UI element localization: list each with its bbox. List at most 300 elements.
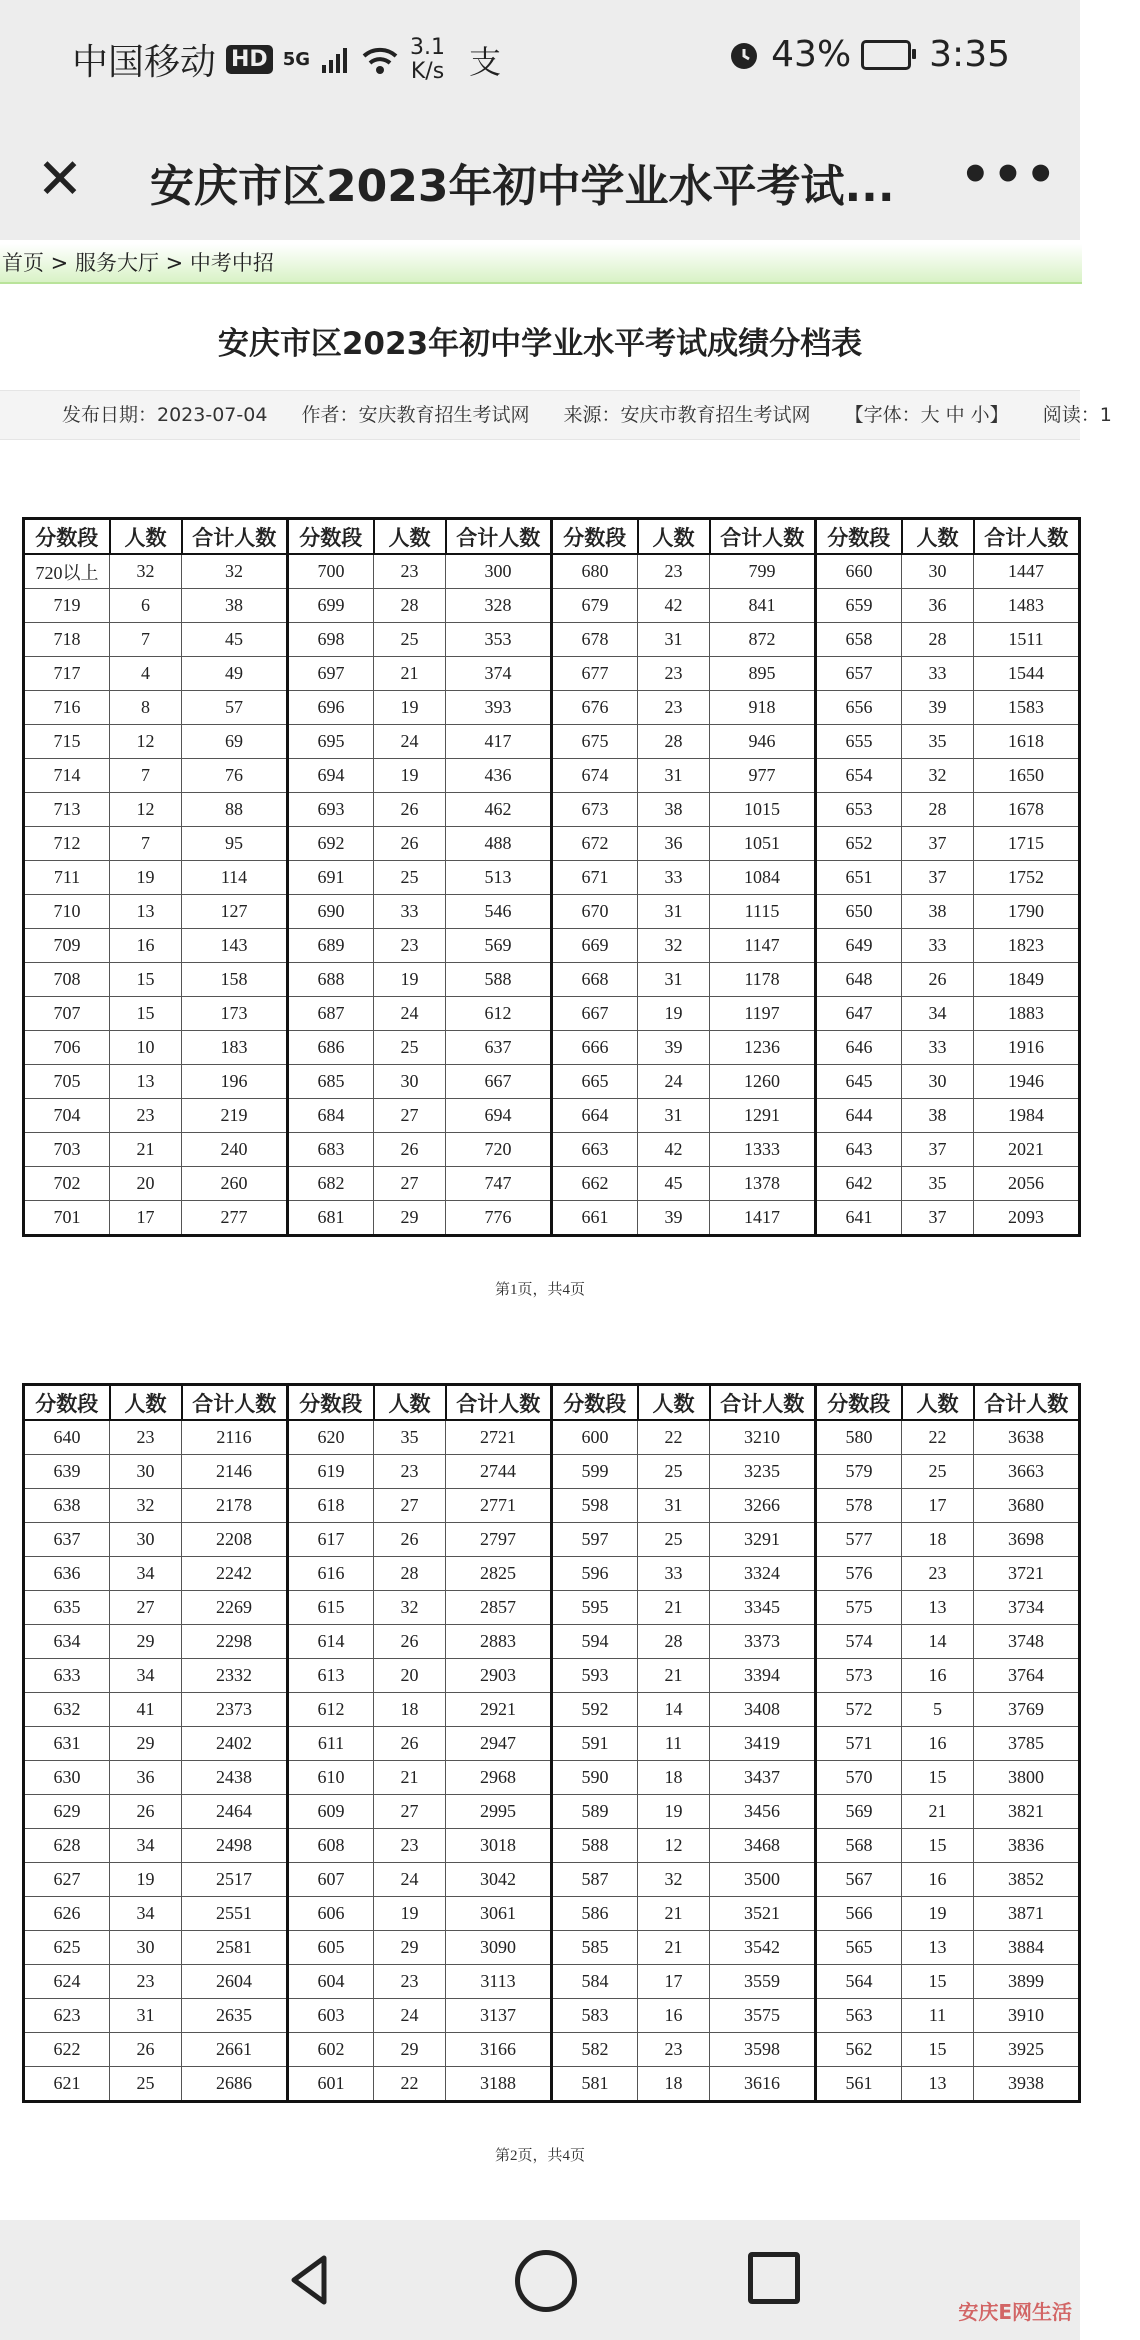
table-cell: 645: [816, 1065, 902, 1099]
triangle-back-icon[interactable]: [280, 2250, 340, 2310]
table-row: [24, 1099, 1080, 1133]
table-cell: 2581: [182, 1931, 288, 1965]
net-speed: [410, 36, 445, 84]
table-cell: 57: [182, 691, 288, 725]
table-cell: 3210: [710, 1420, 816, 1455]
table-cell: 604: [288, 1965, 374, 1999]
table-cell: 25: [374, 861, 446, 895]
table-cell: 39: [638, 1201, 710, 1236]
table-cell: 417: [446, 725, 552, 759]
table-cell: 18: [638, 2067, 710, 2102]
table-cell: 32: [902, 759, 974, 793]
table-cell: 601: [288, 2067, 374, 2102]
table-cell: 2332: [182, 1659, 288, 1693]
table-cell: 37: [902, 1133, 974, 1167]
table-cell: 2825: [446, 1557, 552, 1591]
table-cell: 3500: [710, 1863, 816, 1897]
table-cell: 3852: [974, 1863, 1080, 1897]
column-header: 人数: [374, 519, 446, 555]
table-cell: 695: [288, 725, 374, 759]
table-cell: 720: [446, 1133, 552, 1167]
circle-home-icon[interactable]: [515, 2250, 577, 2312]
table-cell: 582: [552, 2033, 638, 2067]
table-cell: 3575: [710, 1999, 816, 2033]
table-cell: 651: [816, 861, 902, 895]
table-row: [24, 1829, 1080, 1863]
table-cell: 31: [110, 1999, 182, 2033]
table-cell: 2021: [974, 1133, 1080, 1167]
table-cell: 32: [638, 929, 710, 963]
table-cell: 33: [638, 1557, 710, 1591]
table-cell: 715: [24, 725, 110, 759]
table-cell: 26: [374, 1727, 446, 1761]
page-title: 安庆市区2023年初中学业水平考试...: [150, 161, 895, 212]
table-cell: 24: [374, 997, 446, 1031]
table-cell: 3884: [974, 1931, 1080, 1965]
table-cell: 642: [816, 1167, 902, 1201]
table-cell: 15: [902, 2033, 974, 2067]
table-row: [24, 827, 1080, 861]
table-cell: 2438: [182, 1761, 288, 1795]
table-cell: 2721: [446, 1420, 552, 1455]
table-cell: 76: [182, 759, 288, 793]
column-header: 分数段: [288, 1385, 374, 1421]
column-header: 合计人数: [446, 519, 552, 555]
table-cell: 1752: [974, 861, 1080, 895]
table-cell: 598: [552, 1489, 638, 1523]
table-cell: 599: [552, 1455, 638, 1489]
table-cell: 713: [24, 793, 110, 827]
table-cell: 1883: [974, 997, 1080, 1031]
table-cell: 665: [552, 1065, 638, 1099]
table-cell: 3748: [974, 1625, 1080, 1659]
table-row: [24, 895, 1080, 929]
table-cell: 696: [288, 691, 374, 725]
table-header-row: [24, 519, 1080, 555]
table-cell: 3113: [446, 1965, 552, 1999]
table-cell: 612: [288, 1693, 374, 1727]
table-cell: 3042: [446, 1863, 552, 1897]
clock: 3:35: [929, 34, 1010, 75]
table-cell: 2771: [446, 1489, 552, 1523]
table-cell: 646: [816, 1031, 902, 1065]
column-header: 分数段: [816, 519, 902, 555]
table-cell: 583: [552, 1999, 638, 2033]
table-cell: 689: [288, 929, 374, 963]
table-cell: 33: [902, 1031, 974, 1065]
status-left: [72, 34, 501, 85]
table-row: [24, 1489, 1080, 1523]
table-cell: 602: [288, 2033, 374, 2067]
table-cell: 610: [288, 1761, 374, 1795]
table-cell: 34: [110, 1897, 182, 1931]
table-cell: 622: [24, 2033, 110, 2067]
table-cell: 591: [552, 1727, 638, 1761]
table-cell: 611: [288, 1727, 374, 1761]
table-cell: 30: [110, 1523, 182, 1557]
table-cell: 3235: [710, 1455, 816, 1489]
table-cell: 95: [182, 827, 288, 861]
table-cell: 682: [288, 1167, 374, 1201]
table-cell: 679: [552, 589, 638, 623]
table-cell: 26: [374, 1625, 446, 1659]
table-cell: 3910: [974, 1999, 1080, 2033]
table-cell: 708: [24, 963, 110, 997]
table-cell: 31: [638, 759, 710, 793]
table-cell: 21: [638, 1931, 710, 1965]
more-icon[interactable]: •••: [960, 147, 1059, 203]
table-cell: 30: [110, 1931, 182, 1965]
table-cell: 353: [446, 623, 552, 657]
table-cell: 5: [902, 1693, 974, 1727]
table-cell: 45: [638, 1167, 710, 1201]
table-cell: 38: [902, 895, 974, 929]
table-cell: 42: [638, 1133, 710, 1167]
table-cell: 3542: [710, 1931, 816, 1965]
table-cell: 2797: [446, 1523, 552, 1557]
table-cell: 22: [638, 1420, 710, 1455]
table-cell: 3871: [974, 1897, 1080, 1931]
table-row: [24, 1659, 1080, 1693]
table-cell: 590: [552, 1761, 638, 1795]
table-cell: 571: [816, 1727, 902, 1761]
table-cell: 2661: [182, 2033, 288, 2067]
table-cell: 650: [816, 895, 902, 929]
table-cell: 2464: [182, 1795, 288, 1829]
table-cell: 565: [816, 1931, 902, 1965]
column-header: 分数段: [552, 1385, 638, 1421]
table-cell: 25: [110, 2067, 182, 2102]
table-cell: 15: [110, 997, 182, 1031]
table-cell: 1916: [974, 1031, 1080, 1065]
table-cell: 29: [110, 1727, 182, 1761]
table-cell: 21: [638, 1659, 710, 1693]
table-cell: 3090: [446, 1931, 552, 1965]
table-cell: 173: [182, 997, 288, 1031]
table-cell: 1015: [710, 793, 816, 827]
table-cell: 664: [552, 1099, 638, 1133]
table-row: [24, 1897, 1080, 1931]
table-cell: 29: [110, 1625, 182, 1659]
table-cell: 277: [182, 1201, 288, 1236]
table-cell: 577: [816, 1523, 902, 1557]
column-header: 合计人数: [974, 1385, 1080, 1421]
table-cell: 28: [902, 623, 974, 657]
table-cell: 1483: [974, 589, 1080, 623]
table-cell: 2947: [446, 1727, 552, 1761]
table-cell: 2968: [446, 1761, 552, 1795]
table-cell: 613: [288, 1659, 374, 1693]
table-cell: 609: [288, 1795, 374, 1829]
table-cell: 621: [24, 2067, 110, 2102]
table-row: [24, 1065, 1080, 1099]
table-cell: 647: [816, 997, 902, 1031]
table-cell: 2883: [446, 1625, 552, 1659]
table-cell: 608: [288, 1829, 374, 1863]
table-cell: 28: [374, 1557, 446, 1591]
table-cell: 656: [816, 691, 902, 725]
table-cell: 3018: [446, 1829, 552, 1863]
table-cell: 3468: [710, 1829, 816, 1863]
column-header: 人数: [638, 519, 710, 555]
table-cell: 612: [446, 997, 552, 1031]
table-row: [24, 1999, 1080, 2033]
source: 来源：安庆市教育招生考试网: [563, 404, 811, 426]
read-count: 阅读：1: [1042, 404, 1112, 426]
table-cell: 31: [638, 1099, 710, 1133]
table-cell: 703: [24, 1133, 110, 1167]
table-cell: 627: [24, 1863, 110, 1897]
table-cell: 23: [638, 691, 710, 725]
table-cell: 18: [902, 1523, 974, 1557]
table-cell: 300: [446, 554, 552, 589]
table-cell: 26: [374, 793, 446, 827]
table-cell: 588: [446, 963, 552, 997]
table-cell: 8: [110, 691, 182, 725]
table-cell: 570: [816, 1761, 902, 1795]
table-cell: 895: [710, 657, 816, 691]
table-cell: 3437: [710, 1761, 816, 1795]
article-title: 安庆市区2023年初中学业水平考试成绩分档表: [217, 326, 863, 362]
table-cell: 32: [374, 1591, 446, 1625]
table-cell: 3764: [974, 1659, 1080, 1693]
table-cell: 19: [374, 963, 446, 997]
table-cell: 31: [638, 963, 710, 997]
table-cell: 600: [552, 1420, 638, 1455]
table-cell: 1790: [974, 895, 1080, 929]
table-row: [24, 963, 1080, 997]
table-cell: 667: [552, 997, 638, 1031]
table-row: [24, 1727, 1080, 1761]
table-cell: 2116: [182, 1420, 288, 1455]
watermark-logo: 安庆E网生活: [958, 2300, 1072, 2324]
table-row: [24, 1863, 1080, 1897]
table-cell: 716: [24, 691, 110, 725]
table-row: [24, 1693, 1080, 1727]
table-cell: 7: [110, 759, 182, 793]
table-cell: 33: [374, 895, 446, 929]
table-cell: 655: [816, 725, 902, 759]
table-cell: 667: [446, 1065, 552, 1099]
breadcrumb[interactable]: 首页 > 服务大厅 > 中考中招: [0, 244, 1082, 284]
table-cell: 2903: [446, 1659, 552, 1693]
table-row: [24, 929, 1080, 963]
table-cell: 2298: [182, 1625, 288, 1659]
table-cell: 196: [182, 1065, 288, 1099]
table-cell: 641: [816, 1201, 902, 1236]
table-cell: 2635: [182, 1999, 288, 2033]
table-cell: 32: [182, 554, 288, 589]
table-cell: 3324: [710, 1557, 816, 1591]
table-cell: 706: [24, 1031, 110, 1065]
table-cell: 17: [110, 1201, 182, 1236]
table-cell: 23: [638, 554, 710, 589]
table-cell: 34: [110, 1659, 182, 1693]
table-cell: 35: [902, 725, 974, 759]
table-cell: 34: [902, 997, 974, 1031]
table-cell: 625: [24, 1931, 110, 1965]
table-cell: 1447: [974, 554, 1080, 589]
table-cell: 28: [902, 793, 974, 827]
table-cell: 694: [288, 759, 374, 793]
table-cell: 127: [182, 895, 288, 929]
table-cell: 638: [24, 1489, 110, 1523]
table-cell: 18: [374, 1693, 446, 1727]
table-cell: 36: [902, 589, 974, 623]
table-row: [24, 1591, 1080, 1625]
nav-bar: [0, 2220, 1080, 2340]
net-speed-unit: K/s: [410, 58, 445, 84]
table-cell: 652: [816, 827, 902, 861]
table-cell: 632: [24, 1693, 110, 1727]
table-cell: 718: [24, 623, 110, 657]
table-cell: 592: [552, 1693, 638, 1727]
table-cell: 19: [110, 1863, 182, 1897]
table-cell: 23: [638, 657, 710, 691]
table-cell: 33: [902, 929, 974, 963]
table-cell: 1333: [710, 1133, 816, 1167]
table-cell: 2604: [182, 1965, 288, 1999]
table-row: [24, 1201, 1080, 1236]
table-cell: 619: [288, 1455, 374, 1489]
table-cell: 32: [110, 554, 182, 589]
table-row: [24, 1133, 1080, 1167]
table-cell: 29: [374, 1931, 446, 1965]
column-header: 合计人数: [710, 519, 816, 555]
table-cell: 562: [816, 2033, 902, 2067]
table-row: [24, 1167, 1080, 1201]
network-type: 5G: [282, 49, 311, 70]
table-cell: 23: [110, 1420, 182, 1455]
table-cell: 692: [288, 827, 374, 861]
table-cell: 579: [816, 1455, 902, 1489]
table-cell: 576: [816, 1557, 902, 1591]
table-cell: 710: [24, 895, 110, 929]
table-cell: 23: [374, 1829, 446, 1863]
table-cell: 15: [902, 1761, 974, 1795]
battery-icon: [861, 40, 911, 70]
table-cell: 513: [446, 861, 552, 895]
table-cell: 2995: [446, 1795, 552, 1829]
table-cell: 623: [24, 1999, 110, 2033]
font-size-control[interactable]: 【字体：大 中 小】: [844, 404, 1009, 426]
table-cell: 15: [902, 1965, 974, 1999]
table-cell: 700: [288, 554, 374, 589]
table-cell: 586: [552, 1897, 638, 1931]
table-cell: 26: [374, 1133, 446, 1167]
table-cell: 3638: [974, 1420, 1080, 1455]
table-cell: 19: [638, 997, 710, 1031]
table-cell: 19: [902, 1897, 974, 1931]
table-cell: 27: [374, 1795, 446, 1829]
table-cell: 17: [902, 1489, 974, 1523]
table-cell: 14: [902, 1625, 974, 1659]
table-cell: 13: [110, 1065, 182, 1099]
table-cell: 686: [288, 1031, 374, 1065]
table-cell: 671: [552, 861, 638, 895]
table-cell: 629: [24, 1795, 110, 1829]
table-cell: 714: [24, 759, 110, 793]
table-cell: 2269: [182, 1591, 288, 1625]
table-cell: 717: [24, 657, 110, 691]
table-cell: 11: [638, 1727, 710, 1761]
table-cell: 19: [374, 691, 446, 725]
close-icon[interactable]: ✕: [36, 147, 84, 212]
table-cell: 653: [816, 793, 902, 827]
table-cell: 666: [552, 1031, 638, 1065]
table-cell: 719: [24, 589, 110, 623]
table-cell: 11: [902, 1999, 974, 2033]
table-cell: 574: [816, 1625, 902, 1659]
table-cell: 28: [638, 1625, 710, 1659]
table-cell: 24: [374, 725, 446, 759]
author: 作者：安庆教育招生考试网: [301, 404, 530, 426]
table-cell: 32: [638, 1863, 710, 1897]
table-cell: 705: [24, 1065, 110, 1099]
table-cell: 2402: [182, 1727, 288, 1761]
table-cell: 2498: [182, 1829, 288, 1863]
square-recent-icon[interactable]: [748, 2252, 800, 2304]
column-header: 合计人数: [974, 519, 1080, 555]
table-cell: 678: [552, 623, 638, 657]
table-cell: 6: [110, 589, 182, 623]
table-cell: 3137: [446, 1999, 552, 2033]
table-cell: 636: [24, 1557, 110, 1591]
table-cell: 588: [552, 1829, 638, 1863]
table-row: [24, 1420, 1080, 1455]
column-header: 人数: [110, 519, 182, 555]
table-cell: 15: [110, 963, 182, 997]
table-cell: 635: [24, 1591, 110, 1625]
table-cell: 3698: [974, 1523, 1080, 1557]
app-notify-icon: 支: [469, 42, 502, 81]
table-cell: 649: [816, 929, 902, 963]
table-cell: 681: [288, 1201, 374, 1236]
table-cell: 624: [24, 1965, 110, 1999]
table-cell: 219: [182, 1099, 288, 1133]
page-note-1: 第1页，共4页: [494, 1282, 585, 1298]
table-cell: 24: [374, 1863, 446, 1897]
table-cell: 158: [182, 963, 288, 997]
score-table-page-2: [22, 1383, 1081, 2103]
table-cell: 3408: [710, 1693, 816, 1727]
table-cell: 462: [446, 793, 552, 827]
table-cell: 25: [374, 623, 446, 657]
table-cell: 1147: [710, 929, 816, 963]
table-cell: 2551: [182, 1897, 288, 1931]
table-cell: 3521: [710, 1897, 816, 1931]
table-row: [24, 589, 1080, 623]
table-cell: 30: [374, 1065, 446, 1099]
publish-date: 发布日期：2023-07-04: [62, 404, 268, 426]
hd-badge: HD: [226, 45, 273, 74]
table-cell: 31: [638, 623, 710, 657]
table-cell: 776: [446, 1201, 552, 1236]
table-cell: 23: [638, 2033, 710, 2067]
table-cell: 3166: [446, 2033, 552, 2067]
table-cell: 2208: [182, 1523, 288, 1557]
table-cell: 946: [710, 725, 816, 759]
table-cell: 3663: [974, 1455, 1080, 1489]
table-cell: 704: [24, 1099, 110, 1133]
table-cell: 12: [110, 725, 182, 759]
table-cell: 2517: [182, 1863, 288, 1897]
table-cell: 23: [374, 929, 446, 963]
table-cell: 637: [24, 1523, 110, 1557]
table-cell: 675: [552, 725, 638, 759]
table-cell: 3061: [446, 1897, 552, 1931]
table-cell: 24: [638, 1065, 710, 1099]
